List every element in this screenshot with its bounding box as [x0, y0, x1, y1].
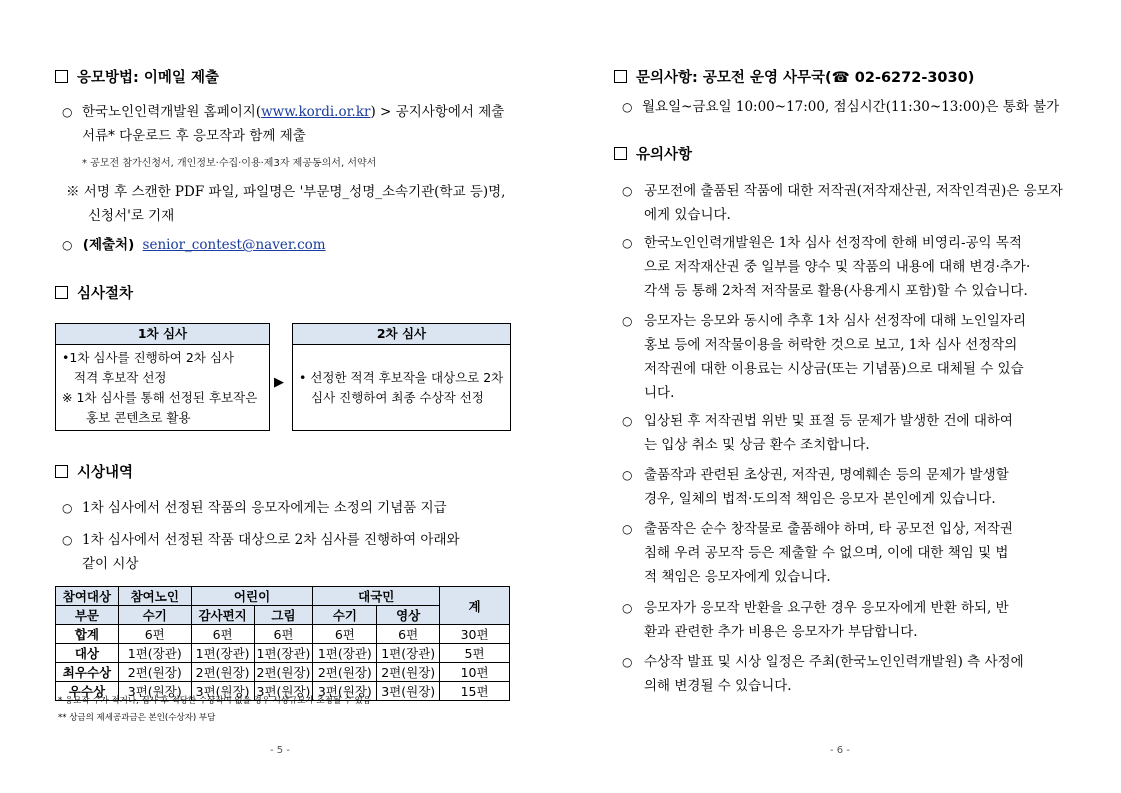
apply-warning: ※ 서명 후 스캔한 PDF 파일, 파일명은 '부문명_성명_소속기관(학교 등)명, 신청서'로 기재	[66, 184, 506, 224]
circle-bullet-icon: ○	[622, 655, 633, 669]
table-footnote-2: ** 상금의 제세공과금은 본인(수상자) 부담	[58, 713, 216, 723]
th-senior: 참여노인	[118, 587, 191, 606]
circle-bullet-icon: ○	[622, 468, 633, 482]
apply-bullet: ○ 한국노인인력개발원 홈페이지(www.kordi.or.kr) > 공지사항에서 제출 서류* 다운로드 후 응모작과 함께 제출	[62, 100, 512, 148]
notice-item-7: ○ 응모자가 응모작 반환을 요구한 경우 응모자에게 반환 하되, 반 환과 관련한 추가 비용은 응모자가 부담합니다.	[622, 596, 1009, 644]
notice-item-2: ○ 한국노인인력개발원은 1차 심사 선정작에 한해 비영리-공익 목적 으로 저작재산권 중 일부를 양수 및 작품의 내용에 대해 변경·추가· 각색 등 통해 2차적 저작물로 활용(사용게시 포함)할 수 있습니다.	[622, 231, 1030, 303]
award-table	[55, 586, 510, 701]
checkbox-square-icon	[614, 147, 627, 160]
submit-email-link[interactable]: senior_contest@naver.com	[142, 237, 326, 253]
circle-bullet-icon: ○	[622, 314, 633, 328]
section-heading-contact: 문의사항: 공모전 운영 사무국(☎ 02-6272-3030)	[614, 66, 974, 87]
page-number-left: - 5 -	[270, 745, 290, 756]
section-heading-award: 시상내역	[55, 461, 133, 482]
checkbox-square-icon	[614, 70, 627, 83]
circle-bullet-icon: ○	[622, 601, 633, 615]
award-bullet-1: ○ 1차 심사에서 선정된 작품의 응모자에게는 소정의 기념품 지급	[62, 496, 447, 520]
table-row: 대상 1편(장관) 1편(장관) 1편(장관) 1편(장관) 1편(장관) 5편	[56, 644, 510, 663]
notice-item-4: ○ 입상된 후 저작권법 위반 및 표절 등 문제가 발생한 건에 대하여 는 입상 취소 및 상금 환수 조치합니다.	[622, 409, 1013, 457]
circle-bullet-icon: ○	[622, 184, 633, 198]
circle-bullet-icon: ○	[62, 238, 73, 252]
th-video: 영상	[377, 606, 440, 625]
page-number-right: - 6 -	[830, 745, 850, 756]
table-row: 최우수상 2편(원장) 2편(원장) 2편(원장) 2편(원장) 2편(원장) 10편	[56, 663, 510, 682]
notice-item-5: ○ 출품작과 관련된 초상권, 저작권, 명예훼손 등의 문제가 발생할 경우, 일체의 법적·도의적 책임은 응모자 본인에게 있습니다.	[622, 463, 1009, 511]
th-total: 계	[440, 587, 510, 625]
circle-bullet-icon: ○	[622, 236, 633, 250]
review-stage-2: 2차 심사 • 선정한 적격 후보작을 대상으로 2차 심사 진행하여 최종 수상작 선정	[292, 323, 511, 431]
award-bullet-2: ○ 1차 심사에서 선정된 작품 대상으로 2차 심사를 진행하여 아래와 같이 시상	[62, 528, 460, 576]
circle-bullet-icon: ○	[62, 533, 73, 547]
checkbox-square-icon	[55, 286, 68, 299]
th-letter: 감사편지	[191, 606, 254, 625]
th-draw: 그림	[254, 606, 313, 625]
th-handwrite2: 수기	[313, 606, 377, 625]
circle-bullet-icon: ○	[62, 501, 73, 515]
table-row: 합계 6편 6편 6편 6편 6편 30편	[56, 625, 510, 644]
circle-bullet-icon: ○	[622, 100, 633, 114]
checkbox-square-icon	[55, 70, 68, 83]
circle-bullet-icon: ○	[622, 522, 633, 536]
th-public: 대국민	[313, 587, 440, 606]
submit-line: ○ (제출처) senior_contest@naver.com	[62, 237, 326, 253]
th-target: 참여대상	[56, 587, 119, 606]
checkbox-square-icon	[55, 465, 68, 478]
section-heading-notice: 유의사항	[614, 143, 692, 164]
contact-bullet: ○ 월요일~금요일 10:00~17:00, 점심시간(11:30~13:00)은 통화 불가	[622, 95, 1059, 119]
th-handwrite: 수기	[118, 606, 191, 625]
review-stage-1: 1차 심사 •1차 심사를 진행하여 2차 심사 적격 후보작 선정 ※ 1차 심사를 통해 선정된 후보작은 홍보 콘텐츠로 활용	[55, 323, 270, 431]
th-child: 어린이	[191, 587, 313, 606]
th-part: 부문	[56, 606, 119, 625]
review-stage-2-title: 2차 심사	[293, 324, 510, 345]
section-heading-apply: 응모방법: 이메일 제출	[55, 66, 219, 87]
notice-item-3: ○ 응모자는 응모와 동시에 추후 1차 심사 선정작에 대해 노인일자리 홍보 등에 저작물이용을 허락한 것으로 보고, 1차 심사 선정작의 저작권에 대한 이용료는 시상금(또는 기념품)으로 대체될 수 있습 니다.	[622, 309, 1026, 405]
notice-item-1: ○ 공모전에 출품된 작품에 대한 저작권(저작재산권, 저작인격권)은 응모자 에게 있습니다.	[622, 179, 1063, 227]
arrow-right-icon: ▶	[274, 375, 284, 390]
circle-bullet-icon: ○	[62, 105, 73, 119]
homepage-link[interactable]: www.kordi.or.kr	[261, 104, 371, 120]
table-footnote-1: * 응모작 수가 적거나, 심사 후 적당한 수상작이 없을 경우 시상규모가 조정될 수 있음	[58, 696, 372, 706]
section-heading-review: 심사절차	[55, 282, 133, 303]
review-stage-1-title: 1차 심사	[56, 324, 269, 345]
notice-item-6: ○ 출품작은 순수 창작물로 출품해야 하며, 타 공모전 입상, 저작권 침해 우려 공모작 등은 제출할 수 없으며, 이에 대한 책임 및 법 적 책임은 응모자에게 있습니다.	[622, 517, 1013, 589]
notice-item-8: ○ 수상작 발표 및 시상 일정은 주최(한국노인인력개발원) 측 사정에 의해 변경될 수 있습니다.	[622, 650, 1024, 698]
circle-bullet-icon: ○	[622, 414, 633, 428]
table-row: 우수상 3편(원장) 3편(원장) 3편(원장) 3편(원장) 3편(원장) 15편	[56, 682, 510, 701]
apply-footnote: * 공모전 참가신청서, 개인정보·수집·이용·제3자 제공동의서, 서약서	[82, 158, 377, 169]
